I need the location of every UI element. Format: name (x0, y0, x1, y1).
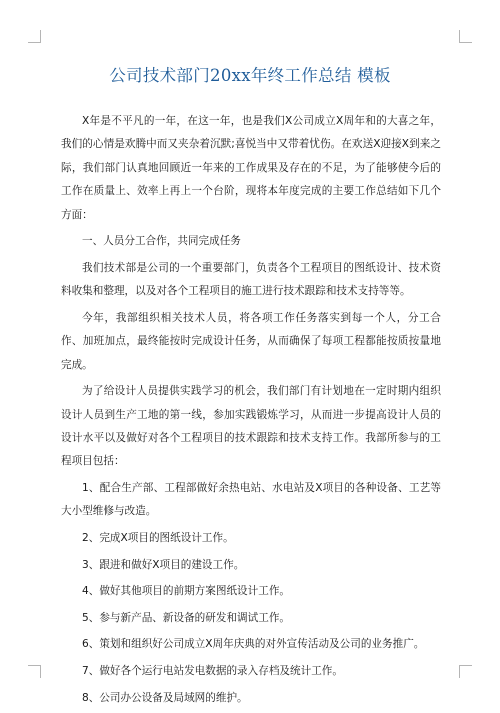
list-item: 7、做好各个运行电站发电数据的录入存档及统计工作。 (82, 665, 343, 677)
body-paragraph: 为了给设计人员提供实践学习的机会，我们部门有计划地在一定时期内组织设计人员到生产工地的第一线，参加实践锻炼学习，从而进一步提高设计人员的设计水平以及做好对各个工程项目的技术跟踪和技术支持工作。我部所参与的工程项目包括： (61, 385, 441, 468)
list-item: 4、做好其他项目的前期方案图纸设计工作。 (82, 585, 291, 598)
list-item: 5、参与新产品、新设备的研发和调试工作。 (82, 611, 291, 624)
section-heading: 一、人员分工合作，共同完成任务 (82, 235, 241, 248)
page-corner-mark-bottom-left (28, 665, 41, 678)
list-item: 1、配合生产部、工程部做好余热电站、水电站及X项目的各种设备、工艺等大小型维修与改造。 (61, 482, 441, 518)
list-item: 3、跟进和做好X项目的建设工作。 (82, 558, 245, 571)
intro-paragraph: X年是不平凡的一年，在这一年，也是我们X公司成立X周年和的大喜之年，我们的心情是欢腾中而又夹杂着沉默;喜悦当中又带着忧伤。在欢送X迎接X到来之际，我们部门认真地回顾近一年来的工作成果及存在的不足，为了能够使今后的工作在质量上、效率上再上一个台阶，现将本年度完成的主要工作总结如下几个方面： (61, 115, 441, 221)
page-corner-mark-bottom-right (459, 665, 472, 678)
list-item: 2、完成X项目的图纸设计工作。 (82, 532, 234, 545)
body-paragraph: 我们技术部是公司的一个重要部门，负责各个工程项目的图纸设计、技术资料收集和整理，以及对各个工程项目的施工进行技术跟踪和技术支持等等。 (61, 261, 441, 298)
page-corner-mark-top-left (28, 30, 41, 43)
document-title: 公司技术部门20xx年终工作总结 模板 (109, 66, 391, 85)
body-paragraph: 今年，我部组织相关技术人员，将各项工作任务落实到每一个人，分工合作、加班加点，最终能按时完成设计任务，从而确保了每项工程都能按质按量地完成。 (61, 311, 441, 371)
page-corner-mark-top-right (459, 30, 472, 43)
list-item: 6、策划和组织好公司成立X周年庆典的对外宣传活动及公司的业务推广。 (82, 638, 425, 651)
list-item: 8、公司办公设备及局域网的维护。 (82, 691, 248, 704)
document-body (61, 110, 441, 713)
